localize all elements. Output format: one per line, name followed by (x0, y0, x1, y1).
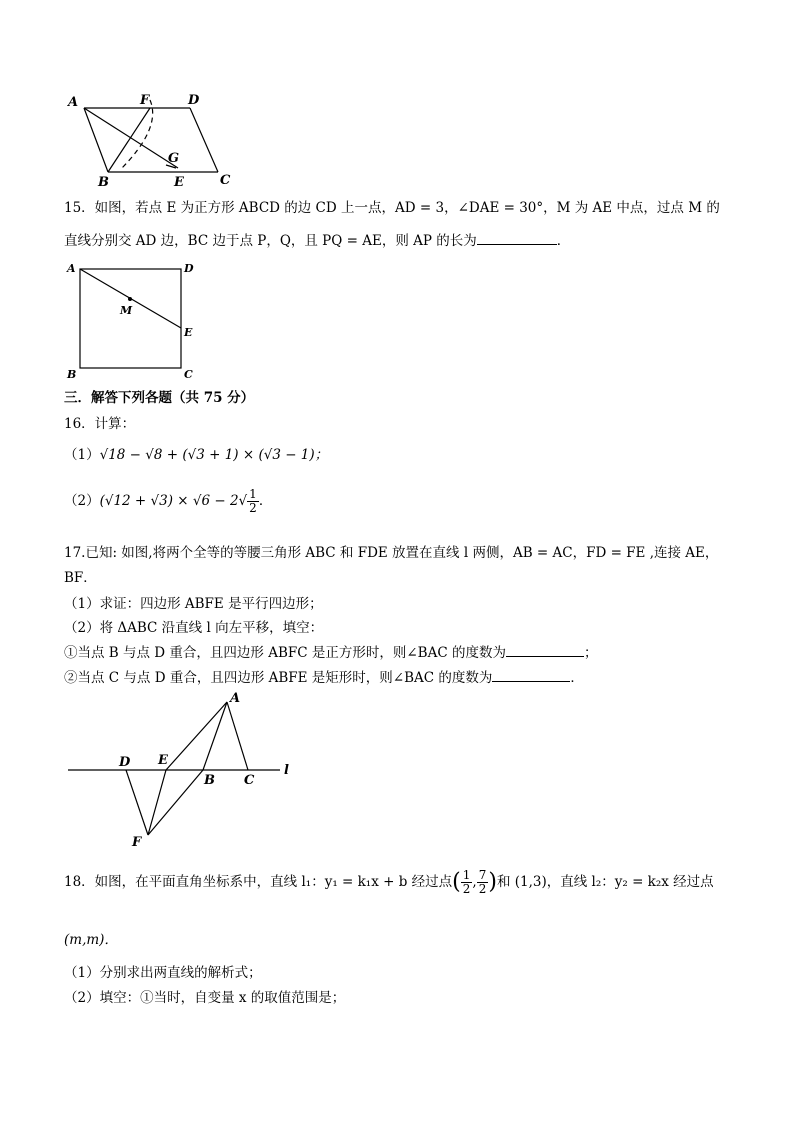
q18-line1-a: 18．如图，在平面直角坐标系中，直线 l₁：y₁ = k₁x + b 经过点 (64, 874, 453, 890)
q16-frac-den: 2 (249, 501, 257, 515)
q16-part2-expr: (√12 + √3) × √6 − 2√ (99, 493, 248, 509)
q17-sub2-end: ． (570, 670, 584, 686)
q15-line2-text: 直线分别交 AD 边，BC 边于点 P，Q，且 PQ = AE，则 AP 的长为 (64, 233, 477, 249)
sq-label-B: B (67, 368, 77, 381)
q18-frac1-den: 2 (462, 882, 471, 896)
parallelogram-figure (60, 88, 240, 190)
tri-label-A: A (230, 691, 241, 706)
section3-title: 三．解答下列各题（共 75 分） (64, 390, 255, 406)
q17-part1: （1）求证：四边形 ABFE 是平行四边形； (64, 596, 323, 612)
label-D: D (188, 93, 200, 108)
q16-frac-num: 1 (249, 487, 257, 501)
label-E: E (174, 175, 184, 190)
sq-label-D: D (184, 262, 194, 275)
q17-sub1-end: ； (583, 645, 598, 661)
q18-part1: （1）分别求出两直线的解析式； (64, 965, 262, 981)
q17-line2: BF． (64, 570, 97, 586)
q17-sub2-blank[interactable] (492, 669, 570, 682)
tri-label-l: l (284, 763, 289, 778)
tri-label-C: C (244, 773, 255, 788)
tri-label-E: E (158, 753, 168, 768)
q18-line2: (m,m)． (64, 932, 118, 948)
q18-frac2-num: 7 (478, 868, 487, 882)
q18-part2: （2）填空：①当时，自变量 x 的取值范围是； (64, 990, 346, 1006)
square-figure (62, 258, 212, 382)
q16-part2-end: ． (258, 493, 273, 509)
q15-answer-blank[interactable] (477, 232, 557, 245)
q17-part2: （2）将 ΔABC 沿直线 l 向左平移，填空： (64, 620, 324, 636)
q17-sub1-blank[interactable] (506, 644, 584, 657)
label-C: C (220, 173, 231, 188)
triangles-figure (62, 688, 302, 852)
q15-line2 (64, 229, 570, 249)
q17-sub2 (64, 666, 584, 686)
q18-frac2-den: 2 (478, 882, 487, 896)
q16-part2 (64, 488, 272, 515)
q16-title: 16．计算： (64, 416, 136, 432)
q16-part1-expr: √18 − √8 + (√3 + 1) × (√3 − 1)； (99, 447, 329, 463)
sq-label-M: M (120, 304, 133, 317)
q18-line1: 18．如图，在平面直角坐标系中，直线 l₁：y₁ = k₁x + b 经过点( $\frac{1}{2}$ , $\frac{7}{2}$ )和 (1,3)，直线 l₂：y₂ = k₂x 经过点 (64, 868, 714, 896)
sq-label-E: E (184, 326, 193, 339)
tri-label-B: B (204, 773, 215, 788)
sq-label-A: A (67, 262, 76, 275)
q17-sub2-text: ②当点 C 与点 D 重合，且四边形 ABFE 是矩形时，则∠BAC 的度数为 (64, 670, 493, 686)
q16-part1-label: （1） (64, 447, 100, 463)
label-F: F (140, 93, 150, 108)
q17-line1: 17.已知: 如图,将两个全等的等腰三角形 ABC 和 FDE 放置在直线 l 两侧，AB = AC，FD = FE ,连接 AE， (64, 545, 719, 561)
q17-sub1-text: ①当点 B 与点 D 重合，且四边形 ABFC 是正方形时，则∠BAC 的度数为 (64, 645, 506, 661)
q16-part2-label: （2） (64, 493, 100, 509)
tri-label-F: F (132, 835, 142, 850)
q18-frac1-num: 1 (462, 868, 471, 882)
label-A: A (68, 95, 79, 110)
label-B: B (98, 175, 109, 190)
q18-line1-b: 和 (1,3)，直线 l₂：y₂ = k₂x 经过点 (496, 874, 714, 890)
q16-part1 (64, 443, 328, 463)
q18-frac1 (461, 869, 473, 896)
sq-label-C: C (184, 368, 193, 381)
q16-part2-fraction (247, 488, 259, 515)
q18-frac2 (477, 869, 489, 896)
tri-label-D: D (119, 755, 131, 770)
q17-sub1 (64, 641, 597, 661)
q15-line1: 15．如图，若点 E 为正方形 ABCD 的边 CD 上一点，AD = 3，∠DAE = 30°，M 为 AE 中点，过点 M 的 (64, 200, 720, 216)
label-G: G (168, 151, 180, 166)
q15-line2-end: ． (556, 233, 571, 249)
